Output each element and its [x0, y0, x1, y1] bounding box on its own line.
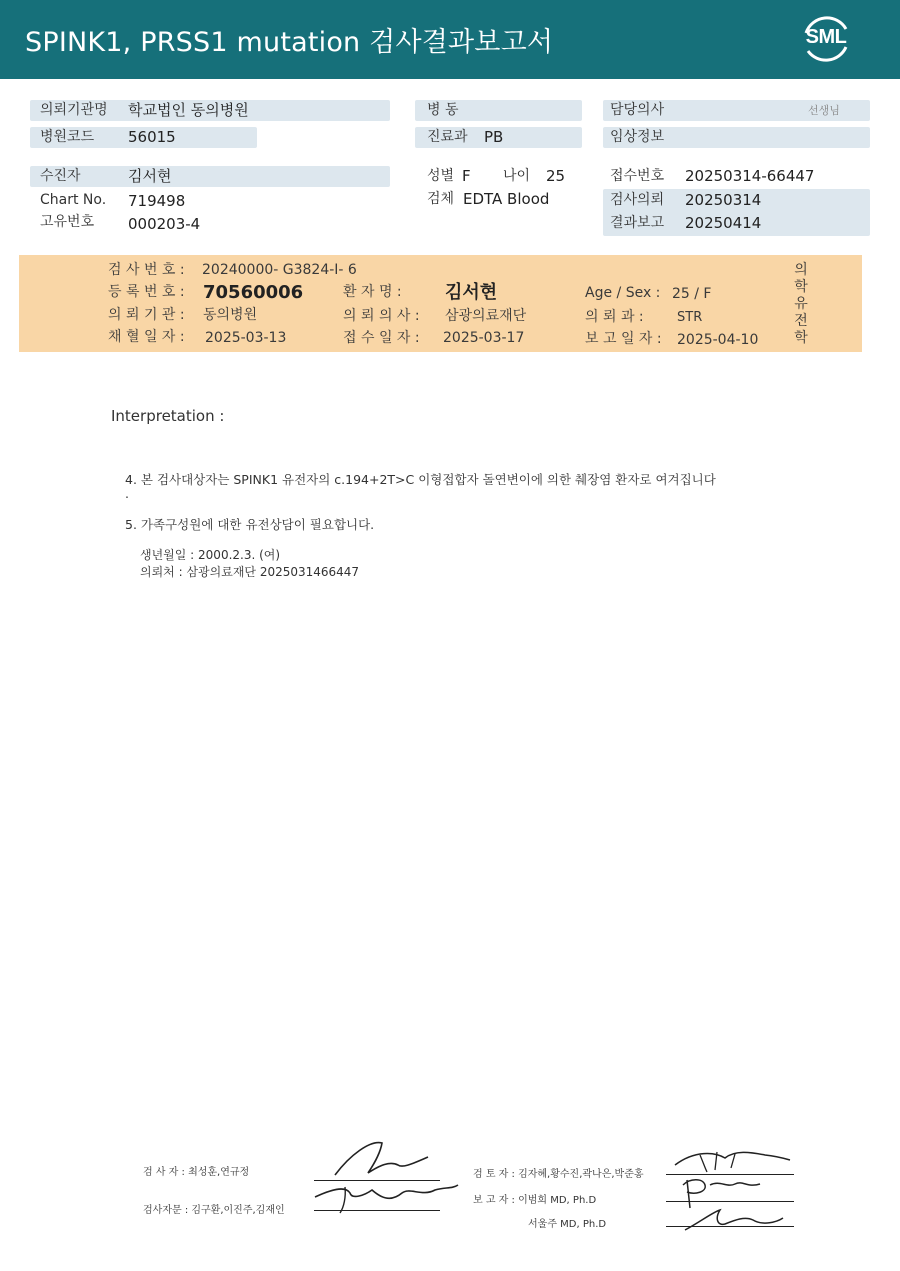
tester-line: 검 사 자 : 최성훈,연규정 [143, 1167, 250, 1178]
patient-label: 수진자 [40, 168, 81, 184]
scan-draw-label: 채 혈 일 자 : [108, 329, 185, 345]
institution-value: 학교법인 동의병원 [128, 101, 249, 119]
department-vertical-text [790, 262, 812, 347]
scan-dept-value: STR [677, 310, 703, 325]
request-value: 20250314 [685, 191, 762, 209]
institution-label: 의뢰기관명 [40, 102, 108, 118]
birth-date: 생년월일 : 2000.2.3. (여) [140, 548, 281, 562]
scan-test-no-label: 검 사 번 호 : [108, 262, 185, 278]
unique-label: 고유번호 [40, 214, 95, 230]
reviewer-line: 검 토 자 : 김자혜,황수진,곽나은,박준홍 [473, 1169, 644, 1180]
specimen-value: EDTA Blood [463, 190, 550, 208]
age-value: 25 [546, 167, 566, 185]
scan-agesex-label: Age / Sex : [585, 285, 661, 301]
department-label: 진료과 [427, 129, 468, 145]
handwritten-signature-right [665, 1140, 795, 1235]
vertical-char: 학 [794, 330, 808, 346]
scan-rep-value: 2025-04-10 [677, 332, 759, 348]
scan-patient-label: 환 자 명 : [343, 284, 402, 300]
scan-inst-label: 의 뢰 기 관 : [108, 307, 185, 323]
scan-recv-value: 2025-03-17 [443, 330, 525, 346]
report-header [0, 0, 900, 79]
hospital-code-value: 56015 [128, 128, 176, 146]
scan-req-doc-value: 삼광의료재단 [445, 308, 527, 324]
receipt-label: 접수번호 [610, 168, 665, 184]
doctor-suffix: 선생님 [808, 104, 840, 117]
interpretation-item-4: 4. 본 검사대상자는 SPINK1 유전자의 c.194+2T>C 이형접합자 돌연변이에 의한 췌장염 환자로 여겨집니다 [125, 472, 716, 487]
ward-label: 병 동 [427, 102, 459, 118]
age-label: 나이 [503, 168, 531, 184]
clinical-label: 임상정보 [610, 129, 665, 145]
chart-value: 719498 [128, 192, 186, 210]
scan-req-doc-label: 의 뢰 의 사 : [343, 308, 420, 324]
specimen-label: 검체 [427, 191, 455, 207]
report-label: 결과보고 [610, 215, 665, 231]
vertical-char: 학 [794, 279, 808, 295]
logo-text: SML [805, 26, 847, 48]
advisor-line: 검사자문 : 김구환,이진주,김재인 [143, 1205, 285, 1216]
interpretation-item-5: 5. 가족구성원에 대한 유전상담이 필요합니다. [125, 517, 375, 532]
scan-recv-label: 접 수 일 자 : [343, 330, 420, 346]
scan-patient-value: 김서현 [445, 282, 498, 303]
vertical-char: 유 [794, 296, 808, 312]
department-value: PB [484, 128, 504, 146]
sml-logo [798, 11, 854, 67]
interpretation-heading: Interpretation : [111, 407, 225, 425]
scan-rep-label: 보 고 일 자 : [585, 331, 662, 347]
scan-reg-no-label: 등 록 번 호 : [108, 284, 185, 300]
doctor-label: 담당의사 [610, 102, 665, 118]
vertical-char: 전 [794, 313, 808, 329]
chart-label: Chart No. [40, 192, 107, 208]
scan-reg-no-value: 70560006 [203, 282, 304, 303]
scan-inst-value: 동의병원 [203, 307, 258, 323]
sex-value: F [462, 167, 471, 185]
sex-label: 성별 [427, 168, 455, 184]
scan-draw-value: 2025-03-13 [205, 330, 287, 346]
handwritten-signature-left [310, 1135, 460, 1220]
scan-dept-label: 의 뢰 과 : [585, 309, 644, 325]
scan-agesex-value: 25 / F [672, 286, 712, 302]
interpretation-item-4-cont: . [125, 486, 129, 501]
request-label: 검사의뢰 [610, 192, 665, 208]
scan-test-no-value: 20240000- G3824-I- 6 [202, 262, 357, 278]
patient-bar [30, 166, 390, 187]
report-value: 20250414 [685, 214, 762, 232]
report-title: SPINK1, PRSS1 mutation 검사결과보고서 [25, 27, 554, 58]
referrer: 의뢰처 : 삼광의료재단 2025031466447 [140, 565, 360, 579]
hospital-code-label: 병원코드 [40, 129, 95, 145]
unique-value: 000203-4 [128, 215, 201, 233]
patient-value: 김서현 [128, 167, 172, 185]
vertical-char: 의 [794, 262, 808, 278]
reporter2-line: 서울주 MD, Ph.D [528, 1219, 607, 1230]
reporter-line: 보 고 자 : 이범희 MD, Ph.D [473, 1195, 597, 1206]
receipt-value: 20250314-66447 [685, 167, 815, 185]
